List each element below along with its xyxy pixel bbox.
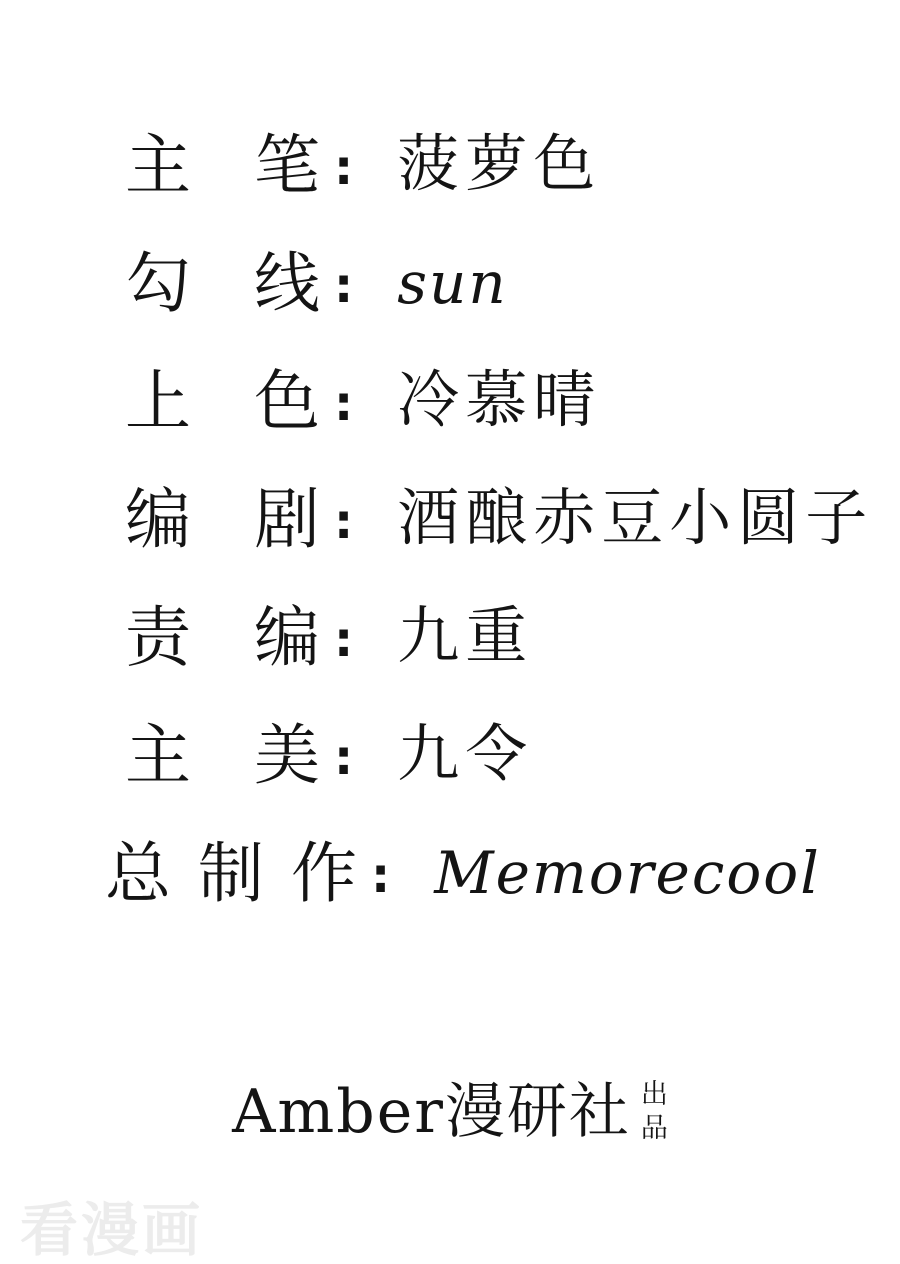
credit-row-chief-production bbox=[105, 835, 873, 956]
credit-value: 酒酿赤豆小圆子 bbox=[397, 481, 874, 554]
publisher-vertical-label bbox=[641, 1078, 668, 1146]
colon: : bbox=[334, 494, 354, 550]
role-label bbox=[125, 717, 320, 794]
studio-name-cjk: 漫研社 bbox=[444, 1077, 631, 1147]
role-char: 线 bbox=[254, 245, 320, 322]
credit-row-art-director bbox=[125, 717, 873, 838]
publisher-char: 出 bbox=[640, 1079, 668, 1111]
credit-row-lead-artist bbox=[125, 127, 873, 248]
publisher-char: 品 bbox=[640, 1113, 668, 1144]
credit-row-coloring bbox=[125, 363, 873, 484]
colon: : bbox=[334, 612, 354, 668]
credit-value: 冷慕晴 bbox=[397, 363, 602, 436]
role-char: 勾 bbox=[125, 245, 191, 322]
studio-name bbox=[232, 1076, 631, 1148]
role-char: 美 bbox=[254, 717, 320, 794]
role-char: 作 bbox=[291, 835, 357, 912]
studio-name-latin: Amber bbox=[232, 1077, 445, 1147]
colon: : bbox=[371, 848, 391, 904]
role-char: 总 bbox=[105, 835, 171, 912]
role-char: 主 bbox=[125, 717, 191, 794]
credit-row-line-art bbox=[125, 245, 873, 366]
credit-value: 九重 bbox=[397, 599, 534, 672]
colon: : bbox=[334, 258, 354, 314]
role-label bbox=[125, 127, 320, 204]
role-char: 责 bbox=[125, 599, 191, 676]
studio-brand bbox=[0, 1076, 900, 1148]
role-label bbox=[125, 363, 320, 440]
role-char: 编 bbox=[125, 481, 191, 558]
role-label bbox=[105, 835, 357, 912]
role-char: 上 bbox=[125, 363, 191, 440]
role-char: 笔 bbox=[254, 127, 320, 204]
role-label bbox=[125, 481, 320, 558]
role-char: 色 bbox=[254, 363, 320, 440]
colon: : bbox=[334, 140, 354, 196]
role-label bbox=[125, 599, 320, 676]
role-char: 剧 bbox=[254, 481, 320, 558]
colon: : bbox=[334, 730, 354, 786]
credit-row-screenwriter bbox=[125, 481, 874, 602]
credits-list bbox=[105, 127, 874, 956]
role-char: 编 bbox=[254, 599, 320, 676]
credit-value: sun bbox=[397, 249, 508, 317]
credit-row-editor bbox=[125, 599, 873, 720]
kanmanhua-watermark: 看漫画 bbox=[20, 1196, 204, 1264]
colon: : bbox=[334, 376, 354, 432]
role-char: 制 bbox=[198, 835, 264, 912]
credit-value: 菠萝色 bbox=[397, 127, 602, 200]
role-label bbox=[125, 245, 320, 322]
role-char: 主 bbox=[125, 127, 191, 204]
credit-value: Memorecool bbox=[434, 839, 821, 907]
credit-value: 九令 bbox=[397, 717, 534, 790]
